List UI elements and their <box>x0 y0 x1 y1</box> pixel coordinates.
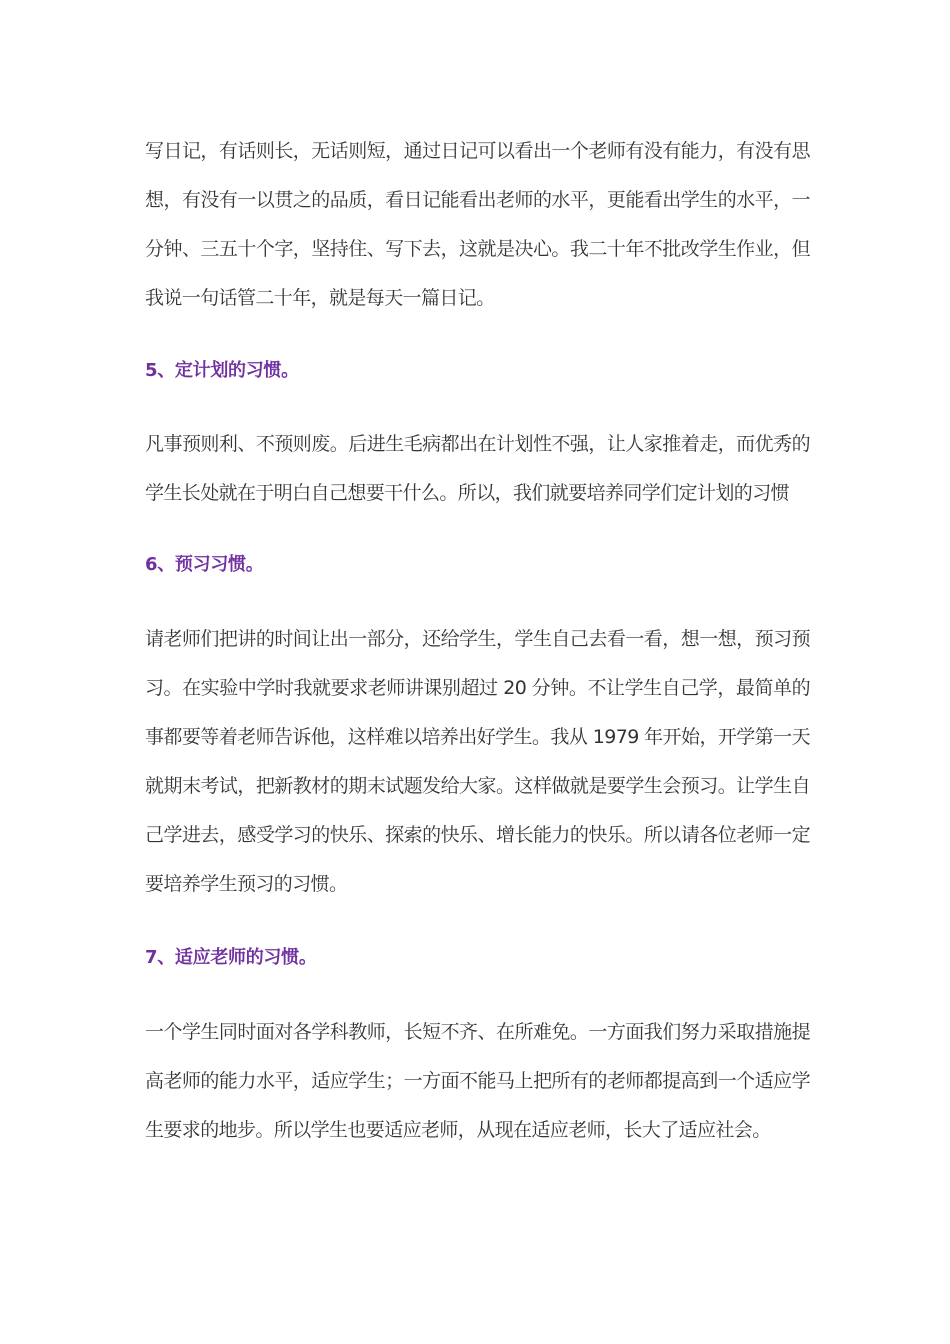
section-heading-planning-habit: 5、定计划的习惯。 <box>145 360 299 381</box>
paragraph-diary-habit: 写日记，有话则长，无话则短，通过日记可以看出一个老师有没有能力，有没有思想，有没有一以贯之的品质，看日记能看出老师的水平，更能看出学生的水平，一分钟、三五十个字，坚持住、写下去，这就是决心。我二十年不批改学生作业，但我说一句话管二十年，就是每天一篇日记。 <box>145 140 810 309</box>
paragraph-adapt-teacher-habit: 一个学生同时面对各学科教师，长短不齐、在所难免。一方面我们努力采取措施提高老师的能力水平，适应学生；一方面不能马上把所有的老师都提高到一个适应学生要求的地步。所以学生也要适应老师，从现在适应老师，长大了适应社会。 <box>145 1021 810 1141</box>
section-heading-preview-habit: 6、预习习惯。 <box>145 554 264 575</box>
paragraph-preview-habit: 请老师们把讲的时间让出一部分，还给学生，学生自己去看一看，想一想，预习预习。在实验中学时我就要求老师讲课别超过 20 分钟。不让学生自己学，最简单的事都要等着老师告诉他，这样难以培养出好学生。我从 1979 年开始，开学第一天就期末考试，把新教材的期末试题发给大家。这样做就是要学生会预习。让学生自己学进去，感受学习的快乐、探索的快乐、增长能力的快乐。所以请各位老师一定要培养学生预习的习惯。 <box>145 628 810 895</box>
section-heading-adapt-teacher-habit: 7、适应老师的习惯。 <box>145 947 317 968</box>
paragraph-planning-habit: 凡事预则利、不预则废。后进生毛病都出在计划性不强，让人家推着走，而优秀的学生长处就在于明白自己想要干什么。所以，我们就要培养同学们定计划的习惯 <box>145 433 810 504</box>
